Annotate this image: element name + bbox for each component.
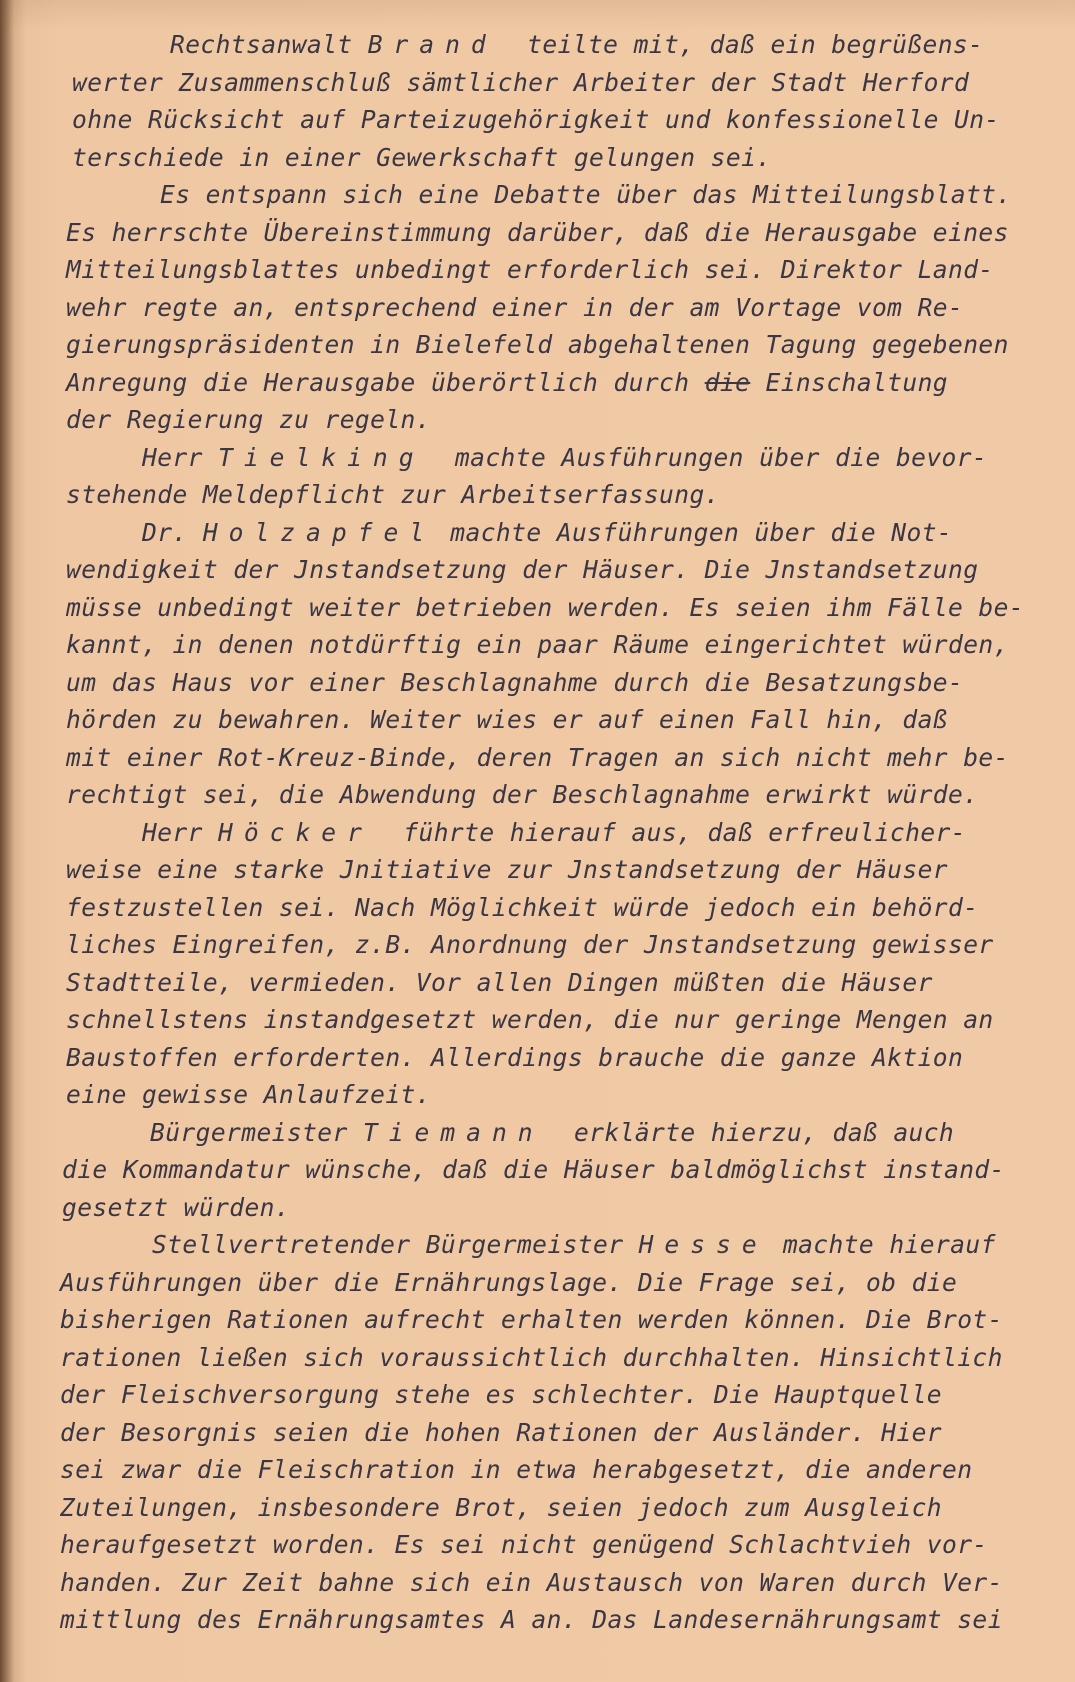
text-line — [60, 1601, 1070, 1639]
text-line — [60, 289, 1070, 327]
text-line — [60, 1226, 1070, 1264]
text-line — [60, 1264, 1070, 1302]
text-line — [60, 701, 1070, 739]
text-line — [60, 1414, 1070, 1452]
text-segment: Bürgermeister — [150, 1117, 363, 1147]
text-segment: Stellvertretender Bürgermeister — [152, 1230, 639, 1259]
spaced-name: Tiemann — [362, 1117, 544, 1147]
text-line — [60, 1076, 1070, 1114]
text-line — [60, 626, 1070, 664]
text-segment: Mitteilungsblattes unbedingt erforderlich sei. Direktor Land- — [66, 255, 994, 284]
text-line — [60, 26, 1070, 64]
text-segment: der Besorgnis seien die hohen Rationen der Ausländer. Hier — [60, 1417, 942, 1447]
text-segment: Es entspann sich eine Debatte über das Mitteilungsblatt. — [160, 180, 1012, 209]
text-segment: um das Haus vor einer Beschlagnahme durch die Besatzungsbe- — [66, 667, 964, 697]
text-segment: Baustoffen erforderten. Allerdings brauche die ganze Aktion — [66, 1042, 964, 1072]
text-line — [60, 64, 1070, 102]
text-segment: Einschaltung — [750, 367, 948, 397]
text-line — [60, 776, 1070, 814]
struck-word: die — [704, 367, 751, 397]
text-segment: sei zwar die Fleischration in etwa herabgesetzt, die anderen — [60, 1455, 973, 1484]
text-line — [60, 551, 1070, 589]
text-segment: erklärte hierzu, daß auch — [543, 1117, 955, 1147]
text-segment: hörden zu bewahren. Weiter wies er auf einen Fall hin, daß — [66, 705, 948, 734]
text-line — [60, 176, 1070, 214]
text-line — [60, 1339, 1070, 1377]
text-segment: eine gewisse Anlaufzeit. — [66, 1080, 431, 1109]
text-segment: handen. Zur Zeit bahne sich ein Austausch von Waren durch Ver- — [60, 1567, 1003, 1597]
text-segment: machte Ausführungen über die Not- — [435, 517, 953, 547]
text-segment: Stadtteile, vermieden. Vor allen Dingen müßten die Häuser — [66, 967, 933, 997]
text-line — [60, 401, 1070, 439]
text-line — [60, 214, 1070, 252]
text-segment: müsse unbedingt weiter betrieben werden. Es seien ihm Fälle be- — [66, 592, 1025, 622]
text-segment: Dr. — [142, 517, 203, 547]
spaced-name: Höcker — [218, 817, 373, 847]
text-segment: wendigkeit der Jnstandsetzung der Häuser. Die Jnstandsetzung — [66, 555, 979, 584]
text-segment: Rechtsanwalt — [170, 30, 368, 59]
text-segment: heraufgesetzt worden. Es sei nicht genügend Schlachtvieh vor- — [60, 1530, 988, 1559]
text-segment: der Regierung zu regeln. — [66, 405, 431, 434]
text-line — [60, 664, 1070, 702]
text-segment: werter Zusammenschluß sämtlicher Arbeiter der Stadt Herford — [72, 67, 970, 97]
text-line — [60, 1376, 1070, 1414]
text-segment: Herr — [142, 817, 219, 847]
text-line — [60, 326, 1070, 364]
text-segment: wehr regte an, entsprechend einer in der am Vortage vom Re- — [66, 292, 964, 322]
text-segment: Es herrschte Übereinstimmung darüber, daß die Herausgabe eines — [66, 217, 1009, 247]
text-segment: Herr — [142, 442, 219, 472]
spaced-name: Holzapfel — [202, 517, 436, 547]
text-segment: teilte mit, daß ein begrüßens- — [496, 30, 984, 59]
text-segment: gierungspräsidenten in Bielefeld abgehaltenen Tagung gegebenen — [66, 330, 1009, 359]
text-line — [60, 1114, 1070, 1152]
text-line — [60, 1001, 1070, 1039]
text-segment: der Fleischversorgung stehe es schlechter. Die Hauptquelle — [60, 1380, 942, 1409]
text-line — [60, 851, 1070, 889]
text-line — [60, 1489, 1070, 1527]
text-line — [60, 1151, 1070, 1189]
text-line — [60, 364, 1070, 402]
text-segment: kannt, in denen notdürftig ein paar Räume eingerichtet würden, — [66, 630, 1009, 659]
text-line — [60, 889, 1070, 927]
spaced-name: Hesse — [638, 1230, 768, 1259]
text-segment: mittlung des Ernährungsamtes A an. Das Landesernährungsamt sei — [60, 1605, 1003, 1634]
text-line — [60, 926, 1070, 964]
text-segment: machte hierauf — [767, 1230, 996, 1259]
text-segment: Zuteilungen, insbesondere Brot, seien jedoch zum Ausgleich — [60, 1492, 942, 1522]
document-body — [60, 26, 1070, 1639]
text-segment: terschiede in einer Gewerkschaft gelungen sei. — [72, 142, 772, 172]
text-line — [60, 1564, 1070, 1602]
text-segment: weise eine starke Jnitiative zur Jnstandsetzung der Häuser — [66, 855, 948, 884]
text-line — [60, 476, 1070, 514]
text-line — [60, 139, 1070, 177]
text-segment: die Kommandatur wünsche, daß die Häuser baldmöglichst instand- — [62, 1155, 1005, 1184]
text-segment: gesetzt würden. — [62, 1192, 291, 1222]
text-line — [60, 739, 1070, 777]
text-segment: liches Eingreifen, z.B. Anordnung der Jnstandsetzung gewisser — [66, 930, 994, 959]
text-line — [60, 439, 1070, 477]
text-line — [60, 1451, 1070, 1489]
text-segment: stehende Meldepflicht zur Arbeitserfassung. — [66, 480, 720, 509]
text-line — [60, 514, 1070, 552]
text-segment: rationen ließen sich voraussichtlich durchhalten. Hinsichtlich — [60, 1342, 1003, 1372]
text-line — [60, 1526, 1070, 1564]
spaced-name: Tielking — [218, 442, 425, 472]
text-segment: mit einer Rot-Kreuz-Binde, deren Tragen an sich nicht mehr be- — [66, 742, 1009, 772]
text-segment: machte Ausführungen über die bevor- — [424, 442, 988, 472]
text-line — [60, 1301, 1070, 1339]
text-segment: führte hierauf aus, daß erfreulicher- — [372, 817, 966, 847]
text-line — [60, 1039, 1070, 1077]
spaced-name: Brand — [367, 30, 497, 59]
text-segment: bisherigen Rationen aufrecht erhalten werden können. Die Brot- — [60, 1305, 1003, 1334]
text-line — [60, 1189, 1070, 1227]
text-segment: Anregung die Herausgabe überörtlich durch — [66, 367, 705, 397]
text-segment: festzustellen sei. Nach Möglichkeit würde jedoch ein behörd- — [66, 892, 979, 922]
text-line — [60, 589, 1070, 627]
text-segment: schnellstens instandgesetzt werden, die nur geringe Mengen an — [66, 1005, 994, 1034]
text-line — [60, 101, 1070, 139]
text-line — [60, 814, 1070, 852]
text-line — [60, 251, 1070, 289]
text-segment: Ausführungen über die Ernährungslage. Die Frage sei, ob die — [60, 1267, 958, 1297]
text-segment: ohne Rücksicht auf Parteizugehörigkeit und konfessionelle Un- — [72, 105, 1000, 134]
text-line — [60, 964, 1070, 1002]
text-segment: rechtigt sei, die Abwendung der Beschlagnahme erwirkt würde. — [66, 780, 979, 809]
